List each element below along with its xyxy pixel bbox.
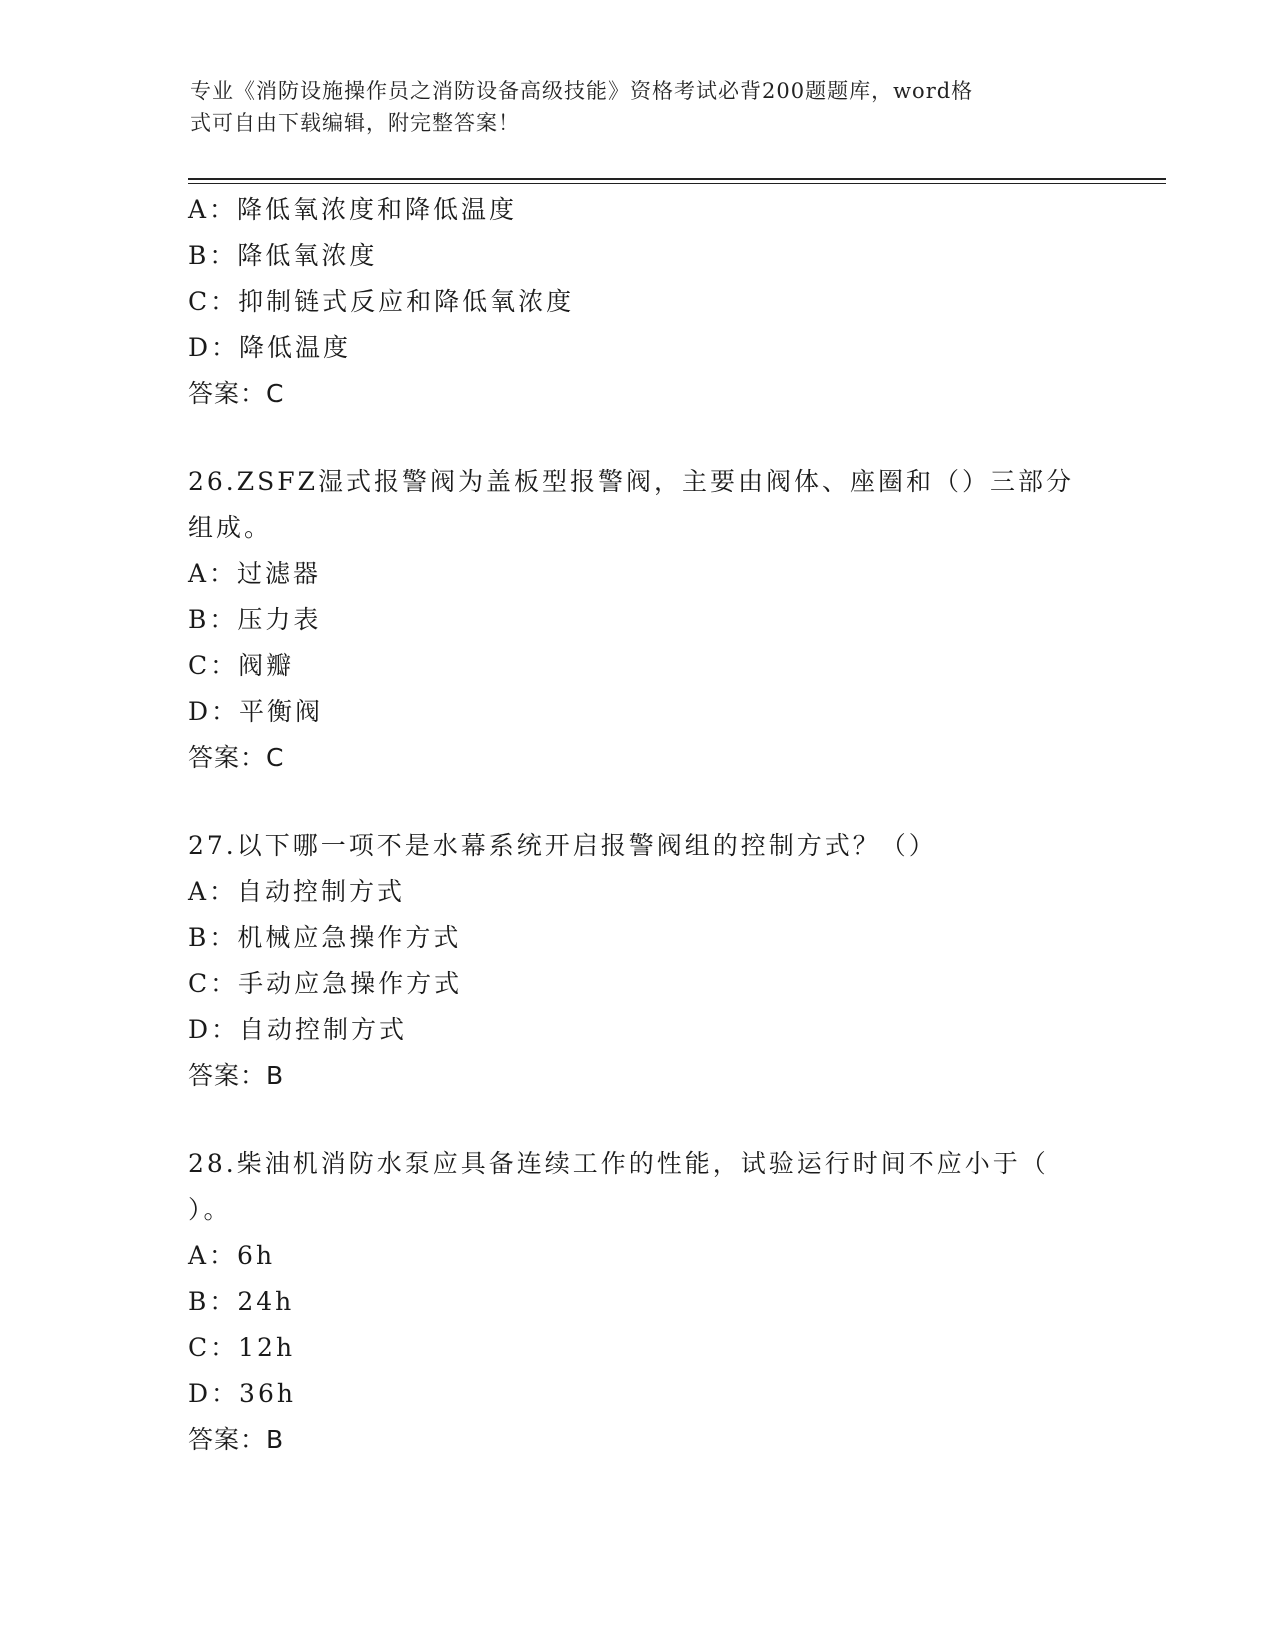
option-a: A：降低氧浓度和降低温度 [188, 195, 518, 224]
option-d: D：自动控制方式 [188, 1015, 408, 1044]
option-d: D：平衡阀 [188, 697, 324, 726]
header-line-2: 式可自由下载编辑，附完整答案！ [190, 111, 520, 135]
header-line-1: 专业《消防设施操作员之消防设备高级技能》资格考试必背200题题库，word格 [190, 79, 974, 103]
question-block-25 [188, 187, 1088, 417]
option-d: D：降低温度 [188, 333, 352, 362]
option-d: D：36h [188, 1379, 296, 1408]
question-stem [188, 823, 1088, 869]
question-stem-line-2: 组成。 [188, 513, 273, 542]
answer-line: 答案：B [188, 1061, 285, 1090]
option-b: B：降低氧浓度 [188, 241, 378, 270]
question-stem-line-1: 26.ZSFZ湿式报警阀为盖板型报警阀，主要由阀体、座圈和（）三部分 [188, 467, 1074, 496]
option-c: C：手动应急操作方式 [188, 969, 463, 998]
option-a: A：过滤器 [188, 559, 322, 588]
option-c: C：抑制链式反应和降低氧浓度 [188, 287, 575, 316]
option-b: B：机械应急操作方式 [188, 923, 462, 952]
option-c: C：12h [188, 1333, 296, 1362]
question-block-27 [188, 823, 1088, 1099]
option-b: B：24h [188, 1287, 295, 1316]
question-stem-line-1: 28.柴油机消防水泵应具备连续工作的性能，试验运行时间不应小于（ [188, 1149, 1049, 1178]
answer-line: 答案：B [188, 1425, 285, 1454]
header-rule-thick [188, 178, 1166, 180]
question-stem-line-1: 27.以下哪一项不是水幕系统开启报警阀组的控制方式？（） [188, 831, 937, 860]
question-stem [188, 459, 1088, 551]
answer-line: 答案：C [188, 379, 285, 408]
option-c: C：阀瓣 [188, 651, 295, 680]
option-b: B：压力表 [188, 605, 322, 634]
question-stem [188, 1141, 1088, 1233]
option-a: A：自动控制方式 [188, 877, 406, 906]
question-list [188, 187, 1088, 1463]
question-block-28 [188, 1141, 1088, 1463]
answer-line: 答案：C [188, 743, 285, 772]
option-a: A：6h [188, 1241, 276, 1270]
document-header [190, 75, 1090, 139]
question-block-26 [188, 459, 1088, 781]
question-stem-line-2: ）。 [188, 1195, 232, 1224]
header-rule-thin [188, 183, 1166, 184]
